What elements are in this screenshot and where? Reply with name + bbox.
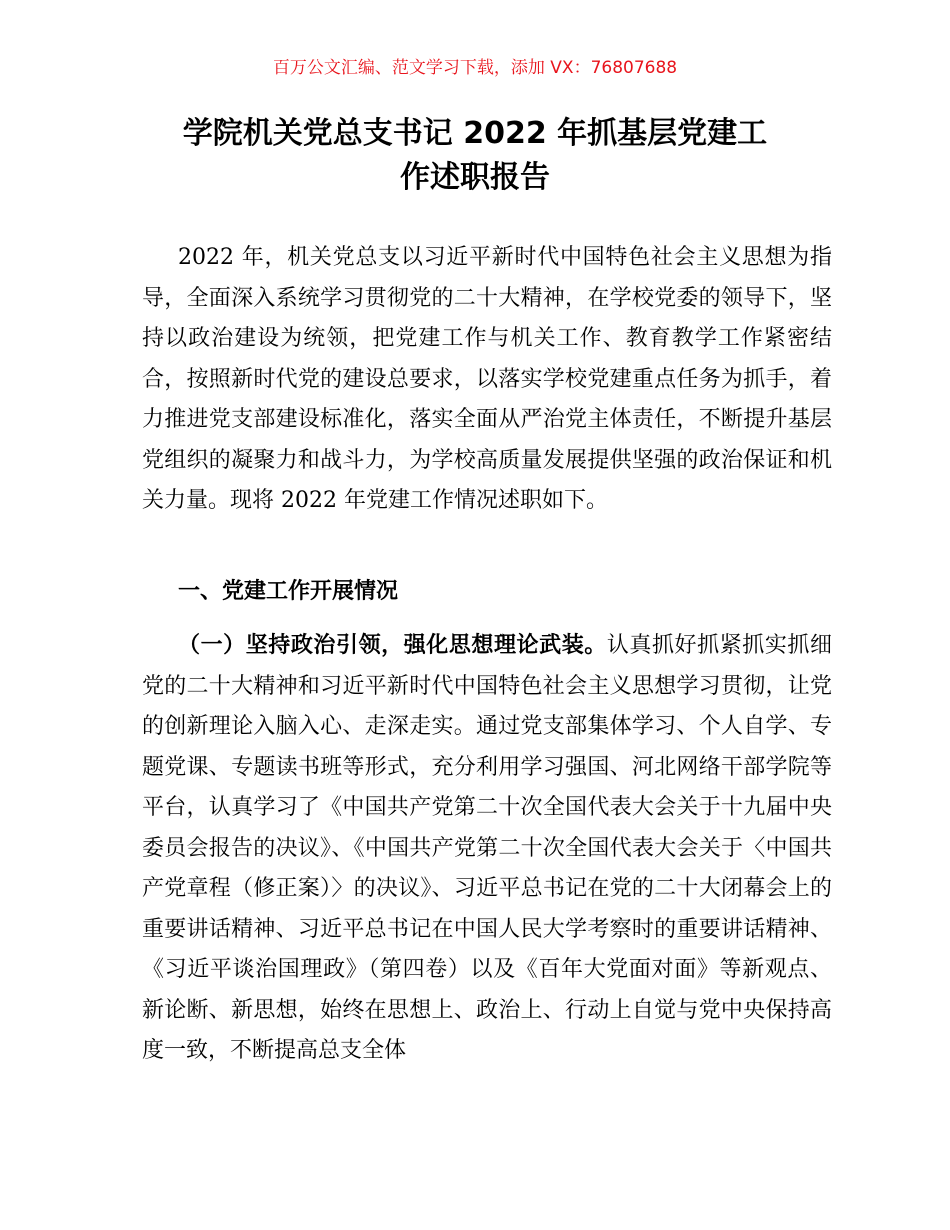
subsection-body: 认真抓好抓紧抓实抓细党的二十大精神和习近平新时代中国特色社会主义思想学习贯彻，让党的创新理论入脑入心、走深走实。通过党支部集体学习、个人自学、专题党课、专题读书班等形式，充分利用学习强国、河北网络干部学院等平台，认真学习了《中国共产党第二十次全国代表大会关于十九届中央委员会报告的决议》、《中国共产党第二十次全国代表大会关于〈中国共产党章程（修正案）〉的决议》、习近平总书记在党的二十大闭幕会上的重要讲话精神、习近平总书记在中国人民大学考察时的重要讲话精神、《习近平谈治国理政》（第四卷）以及《百年大党面对面》等新观点、新论断、新思想，始终在思想上、政治上、行动上自觉与党中央保持高度一致，不断提高总支全体	[142, 633, 832, 1063]
watermark-header: 百万公文汇编、范文学习下载，添加 VX：76807688	[272, 58, 678, 78]
section-paragraph	[142, 626, 832, 1072]
document-title	[130, 112, 820, 200]
subsection-lead: （一）坚持政治引领，强化思想理论武装。	[178, 633, 607, 658]
title-line-2: 作述职报告	[400, 160, 550, 195]
section-heading: 一、党建工作开展情况	[178, 579, 399, 604]
intro-paragraph: 2022 年，机关党总支以习近平新时代中国特色社会主义思想为指导，全面深入系统学习贯彻党的二十大精神，在学校党委的领导下，坚持以政治建设为统领，把党建工作与机关工作、教育教学工作紧密结合，按照新时代党的建设总要求，以落实学校党建重点任务为抓手，着力推进党支部建设标准化，落实全面从严治党主体责任，不断提升基层党组织的凝聚力和战斗力，为学校高质量发展提供坚强的政治保证和机关力量。现将 2022 年党建工作情况述职如下。	[142, 245, 832, 513]
title-line-1: 学院机关党总支书记 2022 年抓基层党建工	[182, 116, 768, 151]
